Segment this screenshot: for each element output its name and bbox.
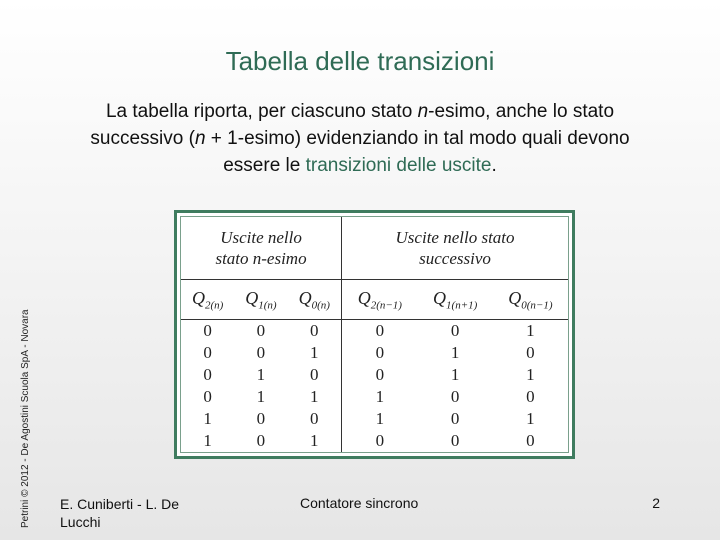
cell: 0 bbox=[450, 321, 460, 341]
transition-table bbox=[174, 210, 575, 459]
table-row bbox=[181, 342, 568, 364]
table-header-row bbox=[181, 217, 568, 279]
cell: 1 bbox=[287, 342, 341, 364]
cell: 1 bbox=[256, 365, 266, 385]
cell: 0 bbox=[287, 320, 341, 343]
cell: 0 bbox=[256, 321, 266, 341]
cell: 0 bbox=[256, 343, 266, 363]
cell: 0 bbox=[203, 343, 212, 363]
table-row bbox=[181, 364, 568, 386]
header-right-line2: successivo bbox=[419, 248, 491, 268]
cell: 1 bbox=[256, 387, 266, 407]
slide-title: Tabella delle transizioni bbox=[225, 46, 495, 76]
cell: 1 bbox=[526, 321, 535, 341]
cell: 0 bbox=[450, 408, 460, 428]
header-next-state bbox=[342, 217, 568, 279]
page-number: 2 bbox=[652, 495, 660, 511]
table-row bbox=[181, 408, 568, 430]
cell: 1 bbox=[203, 408, 212, 428]
var-q2n: $Q_{2(n)}$ bbox=[181, 279, 234, 320]
cell: 1 bbox=[526, 365, 535, 385]
cell: 0 bbox=[203, 365, 212, 385]
table-row bbox=[181, 430, 568, 452]
variables-row bbox=[181, 279, 568, 320]
cell: 0 bbox=[256, 430, 266, 450]
intro-text-2: -esimo, anche lo stato successivo ( bbox=[90, 101, 615, 149]
intro-text-4: . bbox=[491, 155, 497, 176]
intro-paragraph bbox=[60, 98, 660, 179]
cell: 0 bbox=[526, 430, 535, 450]
cell: 0 bbox=[526, 387, 535, 407]
header-right-line1: Uscite nello stato bbox=[395, 227, 515, 247]
cell: 0 bbox=[287, 364, 341, 386]
cell: 0 bbox=[450, 387, 460, 407]
cell: 0 bbox=[287, 408, 341, 430]
table-inner bbox=[180, 216, 569, 453]
intro-text-1: La tabella riporta, per ciascuno stato bbox=[105, 101, 418, 122]
intro-n-2: n bbox=[194, 128, 206, 149]
table-row bbox=[181, 386, 568, 408]
cell: 0 bbox=[375, 430, 385, 450]
cell: 0 bbox=[375, 365, 385, 385]
cell: 1 bbox=[450, 365, 460, 385]
var-q0-next: $Q_{0(n-1)}$ bbox=[493, 279, 568, 320]
header-current-state bbox=[181, 217, 342, 279]
copyright-side-note: Petrini © 2012 - De Agostini Scuola SpA - Novara bbox=[20, 309, 31, 528]
cell: 0 bbox=[203, 321, 212, 341]
table-row bbox=[181, 320, 568, 343]
cell: 1 bbox=[375, 408, 385, 428]
var-q2-next: $Q_{2(n-1)}$ bbox=[342, 279, 418, 320]
cell: 0 bbox=[256, 408, 266, 428]
intro-text-3: + 1-esimo) evidenziando in tal modo quali devono essere le bbox=[205, 128, 630, 176]
cell: 0 bbox=[526, 343, 535, 363]
var-q0n: $Q_{0(n)}$ bbox=[287, 279, 341, 320]
intro-n-1: n bbox=[417, 101, 429, 122]
footer-title: Contatore sincrono bbox=[300, 495, 419, 511]
cell: 0 bbox=[203, 387, 212, 407]
cell: 1 bbox=[450, 343, 460, 363]
footer-author: E. Cuniberti - L. De Lucchi bbox=[60, 496, 180, 530]
cell: 1 bbox=[526, 408, 535, 428]
cell: 1 bbox=[203, 430, 212, 450]
cell: 1 bbox=[375, 387, 385, 407]
truth-table bbox=[181, 217, 568, 452]
header-left-line1: Uscite nello bbox=[220, 227, 302, 247]
var-q1-next: $Q_{1(n+1)}$ bbox=[418, 279, 493, 320]
header-left-line2: stato n-esimo bbox=[215, 248, 307, 268]
var-q1n: $Q_{1(n)}$ bbox=[234, 279, 287, 320]
cell: 0 bbox=[375, 321, 385, 341]
cell: 1 bbox=[287, 386, 341, 408]
cell: 0 bbox=[450, 430, 460, 450]
intro-highlight: transizioni delle uscite bbox=[305, 155, 492, 176]
cell: 0 bbox=[375, 343, 385, 363]
cell: 1 bbox=[287, 430, 341, 452]
